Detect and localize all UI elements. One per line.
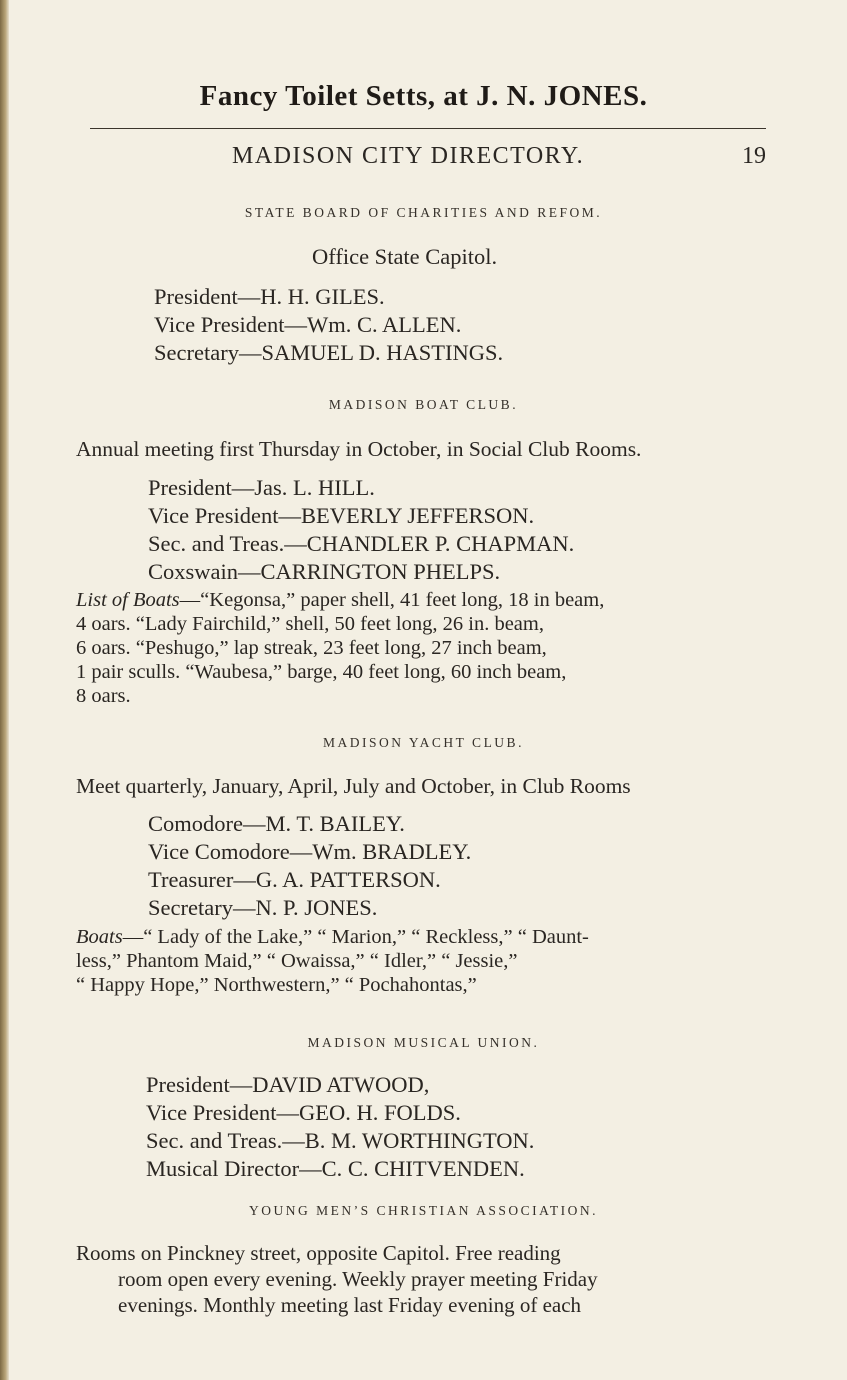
header-rule xyxy=(90,128,766,129)
boats-list-label: Boats xyxy=(76,926,123,948)
charities-officers xyxy=(154,283,503,367)
ymca-description xyxy=(76,1240,598,1318)
officer-line: Secretary—N. P. JONES. xyxy=(148,895,378,920)
boats-list-line: 1 pair sculls. “Waubesa,” barge, 40 feet long, 60 inch beam, xyxy=(76,661,567,683)
ymca-line: room open every evening. Weekly prayer meeting Friday xyxy=(118,1267,598,1291)
boat-club-meeting: Annual meeting first Thursday in October, in Social Club Rooms. xyxy=(76,437,642,461)
page-number: 19 xyxy=(742,143,766,169)
boats-list-label: List of Boats xyxy=(76,589,180,611)
ymca-line: Rooms on Pinckney street, opposite Capitol. Free reading xyxy=(76,1241,561,1265)
officer-line: Treasurer—G. A. PATTERSON. xyxy=(148,867,441,892)
yacht-club-boats-list xyxy=(76,925,589,997)
officer-line: President—Jas. L. HILL. xyxy=(148,475,375,500)
officer-line: Coxswain—CARRINGTON PHELPS. xyxy=(148,559,501,584)
officer-line: President—DAVID ATWOOD, xyxy=(146,1072,430,1097)
yacht-club-meeting: Meet quarterly, January, April, July and October, in Club Rooms xyxy=(76,774,631,798)
boats-list-line: 4 oars. “Lady Fairchild,” shell, 50 feet long, 26 in. beam, xyxy=(76,613,544,635)
officer-line: President—H. H. GILES. xyxy=(154,284,385,309)
officer-line: Vice President—BEVERLY JEFFERSON. xyxy=(148,503,535,528)
officer-line: Vice President—GEO. H. FOLDS. xyxy=(146,1100,461,1125)
section-heading-ymca: YOUNG MEN’S CHRISTIAN ASSOCIATION. xyxy=(248,1203,598,1218)
officer-line: Comodore—M. T. BAILEY. xyxy=(148,811,405,836)
section-heading-boat-club: MADISON BOAT CLUB. xyxy=(328,397,519,412)
section-heading-charities: STATE BOARD OF CHARITIES AND REFOM. xyxy=(244,205,603,220)
section-heading-musical-union: MADISON MUSICAL UNION. xyxy=(307,1035,540,1050)
boat-club-officers xyxy=(148,474,574,586)
officer-line: Sec. and Treas.—B. M. WORTHINGTON. xyxy=(146,1128,535,1153)
charities-location: Office State Capitol. xyxy=(312,244,498,269)
officer-line: Vice President—Wm. C. ALLEN. xyxy=(154,312,462,337)
advertisement-header: Fancy Toilet Setts, at J. N. JONES. xyxy=(199,80,648,112)
running-head: MADISON CITY DIRECTORY. xyxy=(232,143,585,169)
officer-line: Sec. and Treas.—CHANDLER P. CHAPMAN. xyxy=(148,531,575,556)
officer-line: Vice Comodore—Wm. BRADLEY. xyxy=(148,839,472,864)
musical-union-officers xyxy=(146,1071,534,1183)
section-heading-yacht-club: MADISON YACHT CLUB. xyxy=(323,735,524,750)
boat-club-boats-list xyxy=(76,588,604,708)
boats-list-line: “ Happy Hope,” Northwestern,” “ Pochahontas,” xyxy=(76,974,477,996)
boats-list-line: less,” Phantom Maid,” “ Owaissa,” “ Idler,” “ Jessie,” xyxy=(76,950,518,972)
yacht-club-officers xyxy=(148,810,471,922)
boats-list-line: —“Kegonsa,” paper shell, 41 feet long, 18 in beam, xyxy=(179,589,605,611)
officer-line: Secretary—SAMUEL D. HASTINGS. xyxy=(154,340,504,365)
officer-line: Musical Director—C. C. CHITVENDEN. xyxy=(146,1156,525,1181)
ymca-line: evenings. Monthly meeting last Friday evening of each xyxy=(118,1293,582,1317)
boats-list-line: 8 oars. xyxy=(76,685,131,707)
boats-list-line: 6 oars. “Peshugo,” lap streak, 23 feet long, 27 inch beam, xyxy=(76,637,547,659)
boats-list-line: —“ Lady of the Lake,” “ Marion,” “ Reckless,” “ Daunt- xyxy=(122,926,589,948)
